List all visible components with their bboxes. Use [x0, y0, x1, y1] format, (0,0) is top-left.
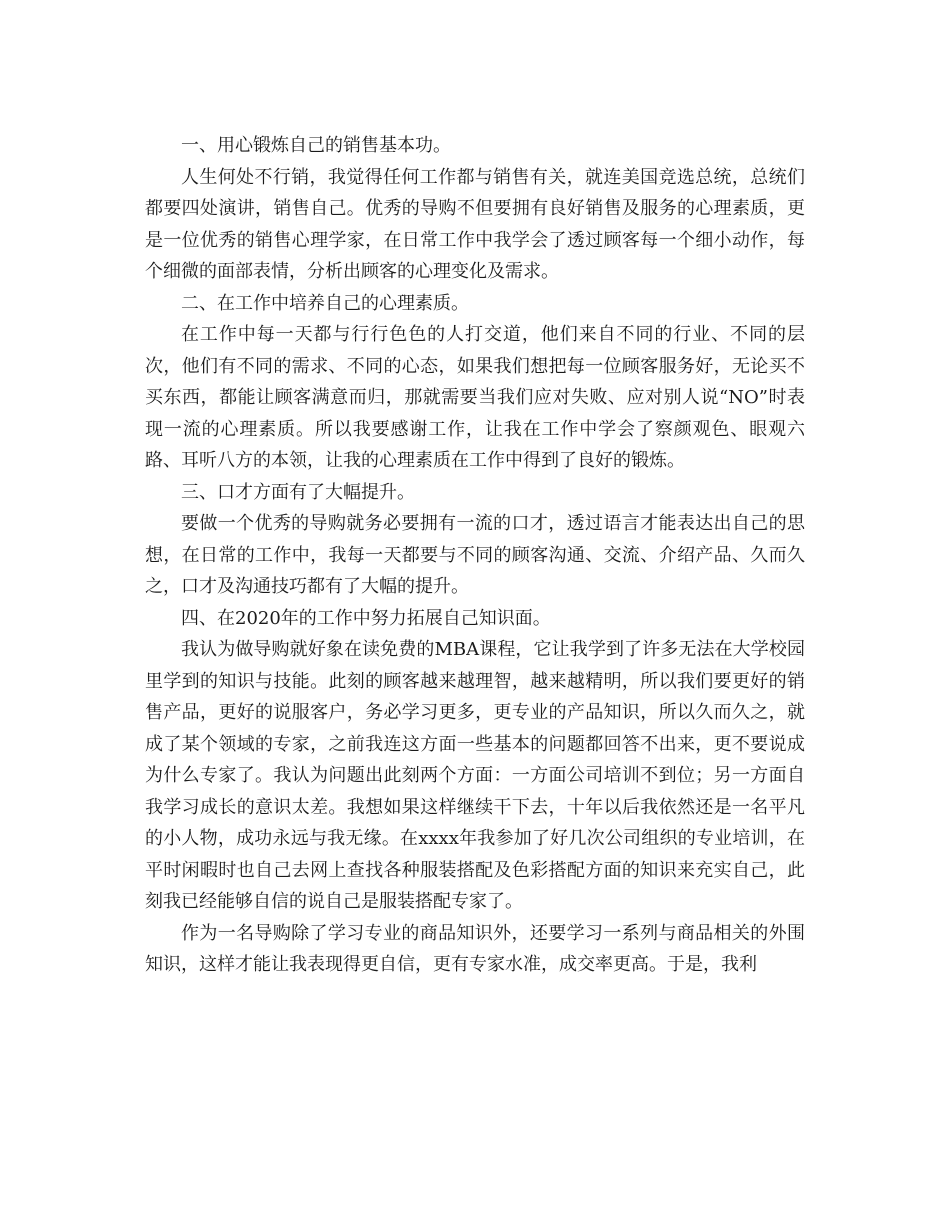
heading-3: 三、口才方面有了大幅提升。 [181, 481, 415, 503]
document-page [145, 130, 805, 981]
paragraph-2: 在工作中每一天都与行行色色的人打交道，他们来自不同的行业、不同的层次，他们有不同的需求、不同的心态，如果我们想把每一位顾客服务好，无论买不买东西，都能让顾客满意而归，那就需要当我们应对失败、应对别人说“NO”时表现一流的心理素质。所以我要感谢工作，让我在工作中学会了察颜观色、眼观六路、耳听八方的本领，让我的心理素质在工作中得到了良好的锻炼。 [145, 324, 805, 471]
paragraph-4: 我认为做导购就好象在读免费的MBA课程，它让我学到了许多无法在大学校园里学到的知识与技能。此刻的顾客越来越理智，越来越精明，所以我们要更好的销售产品，更好的说服客户，务必学习更多，更专业的产品知识，所以久而久之，就成了某个领域的专家，之前我连这方面一些基本的问题都回答不出来，更不要说成为什么专家了。我认为问题出此刻两个方面：一方面公司培训不到位；另一方面自我学习成长的意识太差。我想如果这样继续干下去，十年以后我依然还是一名平凡的小人物，成功永远与我无缘。在xxxx年我参加了好几次公司组织的专业培训，在平时闲暇时也自己去网上查找各种服装搭配及色彩搭配方面的知识来充实自己，此刻我已经能够自信的说自己是服装搭配专家了。 [145, 639, 805, 912]
heading-4: 四、在2020年的工作中努力拓展自己知识面。 [181, 607, 551, 629]
heading-2: 二、在工作中培养自己的心理素质。 [181, 292, 469, 314]
paragraph-1: 人生何处不行销，我觉得任何工作都与销售有关，就连美国竞选总统，总统们都要四处演讲，销售自己。优秀的导购不但要拥有良好销售及服务的心理素质，更是一位优秀的销售心理学家，在日常工作中我学会了透过顾客每一个细小动作，每个细微的面部表情，分析出顾客的心理变化及需求。 [145, 166, 805, 282]
paragraph-5: 作为一名导购除了学习专业的商品知识外，还要学习一系列与商品相关的外围知识，这样才能让我表现得更自信，更有专家水准，成交率更高。于是，我利 [145, 922, 805, 975]
heading-1: 一、用心锻炼自己的销售基本功。 [181, 135, 451, 156]
paragraph-3: 要做一个优秀的导购就务必要拥有一流的口才，透过语言才能表达出自己的思想，在日常的工作中，我每一天都要与不同的顾客沟通、交流、介绍产品、久而久之，口才及沟通技巧都有了大幅的提升。 [145, 513, 805, 597]
